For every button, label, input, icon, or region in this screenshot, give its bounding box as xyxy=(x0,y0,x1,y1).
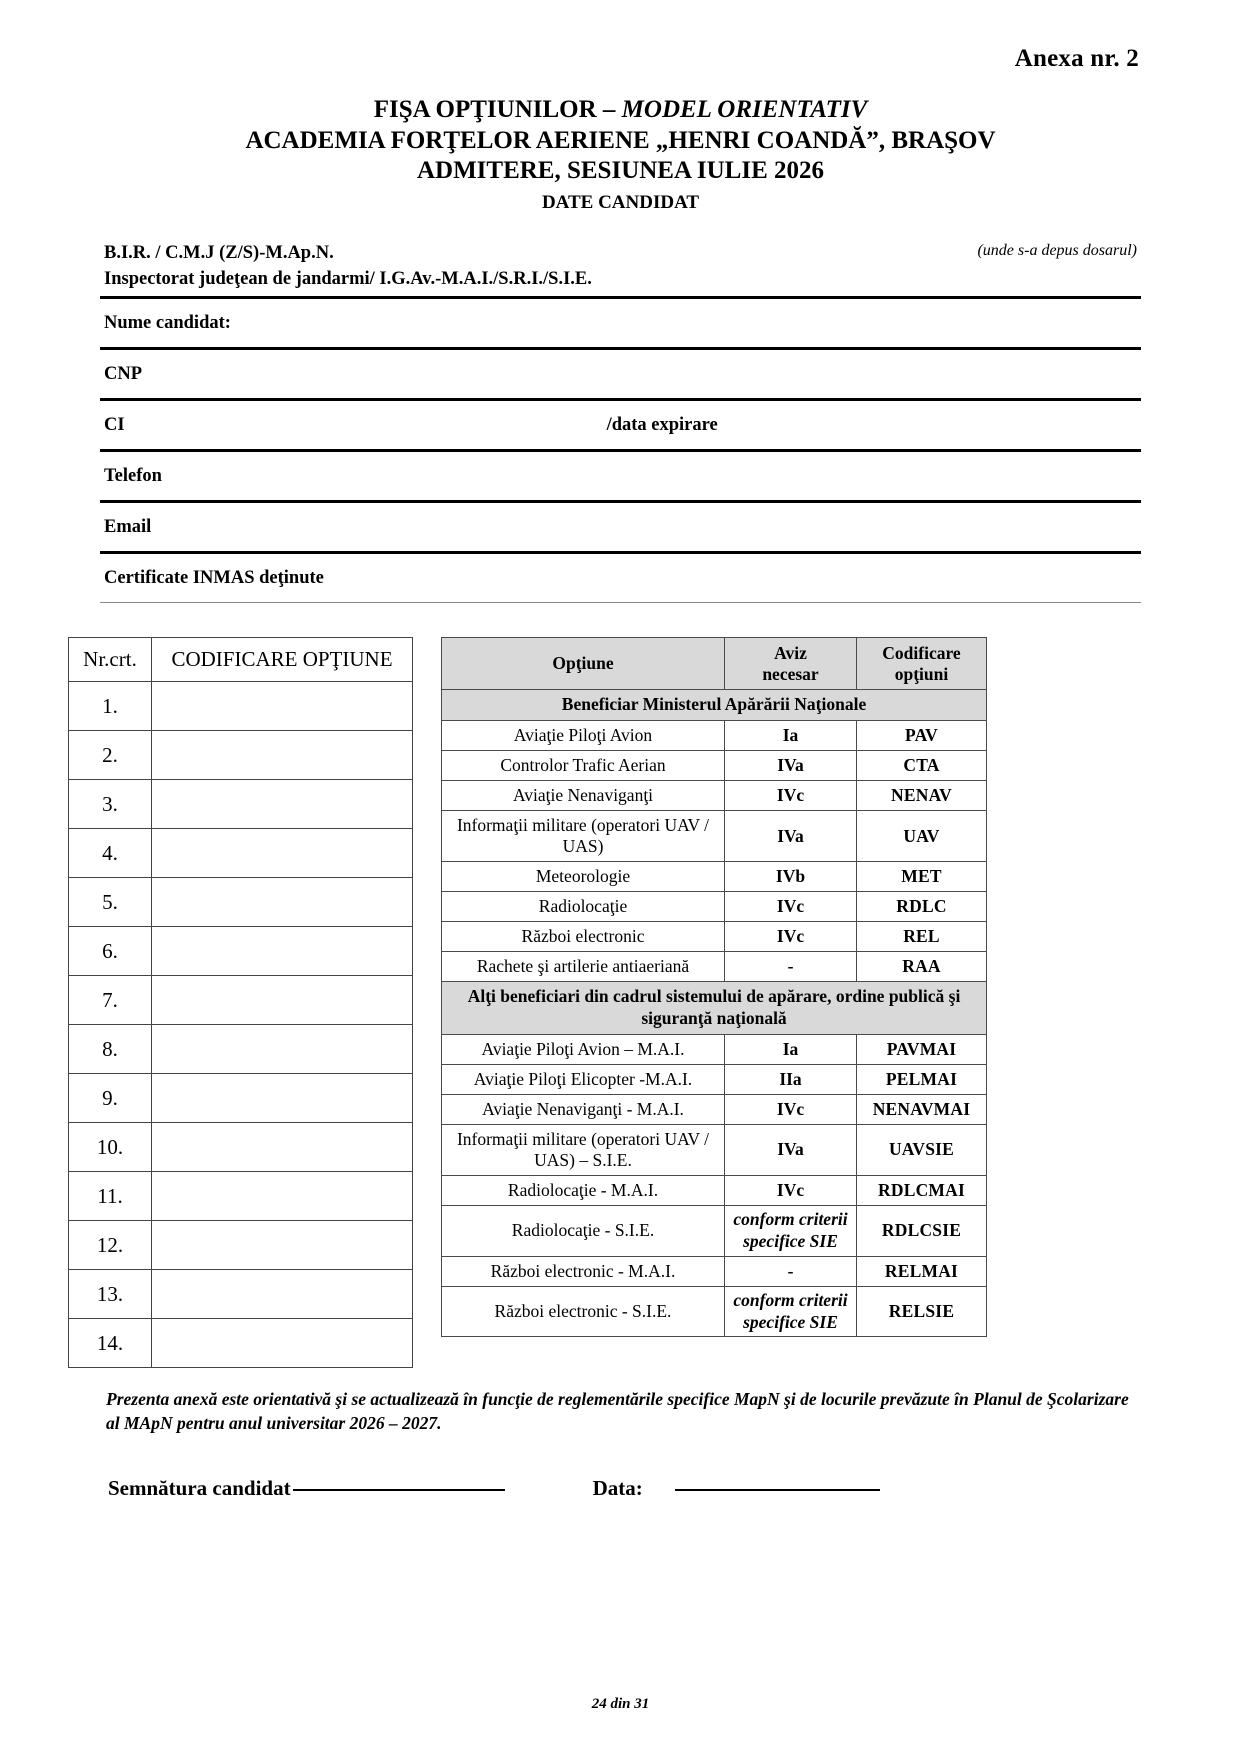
row-index: 1. xyxy=(69,682,152,731)
option-name: Aviaţie Piloţi Avion – M.A.I. xyxy=(442,1034,725,1064)
option-code: RAA xyxy=(857,952,987,982)
table-row[interactable] xyxy=(442,751,987,781)
option-entry-cell[interactable] xyxy=(152,731,413,780)
table-row xyxy=(69,1074,413,1123)
table-row xyxy=(69,976,413,1025)
bir-note: (unde s-a depus dosarul) xyxy=(977,241,1137,259)
option-aviz: IVc xyxy=(725,892,857,922)
option-code: RELSIE xyxy=(857,1286,987,1337)
page-number: 24 din 31 xyxy=(591,1696,650,1712)
field-cnp[interactable] xyxy=(100,350,1141,395)
options-table-wrap xyxy=(441,637,1141,1337)
table-row xyxy=(69,1025,413,1074)
table-row xyxy=(69,878,413,927)
field-label: CI xyxy=(104,415,125,436)
option-entry-cell[interactable] xyxy=(152,1123,413,1172)
field-certificate-inmas[interactable] xyxy=(100,554,1141,599)
option-code: REL xyxy=(857,922,987,952)
table-row[interactable] xyxy=(442,811,987,862)
option-entry-cell[interactable] xyxy=(152,1270,413,1319)
option-entry-cell[interactable] xyxy=(152,1221,413,1270)
option-aviz: IVa xyxy=(725,1124,857,1175)
option-aviz: IVa xyxy=(725,751,857,781)
section-header-row xyxy=(442,982,987,1035)
table-row[interactable] xyxy=(442,952,987,982)
option-entry-cell[interactable] xyxy=(152,1074,413,1123)
option-code: NENAV xyxy=(857,781,987,811)
bir-line-2: Inspectorat judeţean de jandarmi/ I.G.Av.-M.A.I./S.R.I./S.I.E. xyxy=(104,269,592,290)
option-aviz: IVc xyxy=(725,922,857,952)
option-code: CTA xyxy=(857,751,987,781)
field-mid-label: /data expirare xyxy=(606,415,718,436)
option-aviz: conform criterii specifice SIE xyxy=(725,1205,857,1256)
annex-number: Anexa nr. 2 xyxy=(1014,45,1139,72)
row-index: 2. xyxy=(69,731,152,780)
option-aviz: IVc xyxy=(725,1175,857,1205)
option-name: Radiolocaţie xyxy=(442,892,725,922)
option-name: Aviaţie Piloţi Avion xyxy=(442,721,725,751)
row-index: 12. xyxy=(69,1221,152,1270)
title-line-1-plain: FIŞA OPŢIUNILOR – xyxy=(373,96,622,123)
table-row xyxy=(69,731,413,780)
option-name: Aviaţie Nenaviganţi - M.A.I. xyxy=(442,1094,725,1124)
option-entry-cell[interactable] xyxy=(152,878,413,927)
table-row xyxy=(69,1319,413,1368)
title-block xyxy=(100,95,1141,214)
option-code: UAV xyxy=(857,811,987,862)
tables-area xyxy=(83,637,1141,1368)
col-header-codificare-optiuni xyxy=(857,638,987,690)
option-name: Război electronic xyxy=(442,922,725,952)
codification-table xyxy=(68,637,413,1368)
field-label: Certificate INMAS deţinute xyxy=(104,568,324,589)
field-label: Nume candidat: xyxy=(104,313,231,334)
options-table xyxy=(441,637,987,1337)
option-name: Informaţii militare (operatori UAV / UAS) – S.I.E. xyxy=(442,1124,725,1175)
table-row[interactable] xyxy=(442,862,987,892)
codification-table-wrap xyxy=(68,637,413,1368)
option-code: RDLCMAI xyxy=(857,1175,987,1205)
option-code: PELMAI xyxy=(857,1064,987,1094)
option-name: Aviaţie Piloţi Elicopter -M.A.I. xyxy=(442,1064,725,1094)
option-aviz: - xyxy=(725,952,857,982)
row-index: 9. xyxy=(69,1074,152,1123)
option-entry-cell[interactable] xyxy=(152,780,413,829)
field-label: CNP xyxy=(104,364,143,385)
table-row[interactable] xyxy=(442,1175,987,1205)
table-row xyxy=(69,1123,413,1172)
table-header-row xyxy=(69,638,413,682)
option-entry-cell[interactable] xyxy=(152,927,413,976)
option-entry-cell[interactable] xyxy=(152,829,413,878)
bir-row xyxy=(100,240,1141,294)
option-aviz: IVc xyxy=(725,781,857,811)
date-line[interactable] xyxy=(675,1489,880,1491)
date-label: Data: xyxy=(592,1475,643,1500)
section-header-row xyxy=(442,690,987,721)
field-email[interactable] xyxy=(100,503,1141,548)
table-row[interactable] xyxy=(442,1124,987,1175)
option-entry-cell[interactable] xyxy=(152,1025,413,1074)
option-code: RDLCSIE xyxy=(857,1205,987,1256)
option-name: Controlor Trafic Aerian xyxy=(442,751,725,781)
row-index: 10. xyxy=(69,1123,152,1172)
col-header-optiune: Opţiune xyxy=(442,638,725,690)
options-header-row xyxy=(442,638,987,690)
bir-labels xyxy=(100,240,592,294)
col-header-cod-line2: opţiuni xyxy=(894,663,949,684)
section-title: Alţi beneficiari din cadrul sistemului de apărare, ordine publică şi siguranţă naţională xyxy=(442,982,987,1035)
option-entry-cell[interactable] xyxy=(152,1319,413,1368)
option-code: RDLC xyxy=(857,892,987,922)
col-header-codificare: CODIFICARE OPŢIUNE xyxy=(152,638,413,682)
row-index: 3. xyxy=(69,780,152,829)
option-entry-cell[interactable] xyxy=(152,682,413,731)
option-code: PAV xyxy=(857,721,987,751)
table-row[interactable] xyxy=(442,1094,987,1124)
option-code: NENAVMAI xyxy=(857,1094,987,1124)
option-name: Război electronic - S.I.E. xyxy=(442,1286,725,1337)
table-row[interactable] xyxy=(442,1205,987,1256)
table-row xyxy=(69,682,413,731)
codification-table-body xyxy=(69,682,413,1368)
option-aviz: IVa xyxy=(725,811,857,862)
title-line-4: DATE CANDIDAT xyxy=(541,191,700,213)
row-index: 13. xyxy=(69,1270,152,1319)
table-row xyxy=(69,1221,413,1270)
col-header-aviz-line2: necesar xyxy=(762,663,819,684)
candidate-data-section xyxy=(100,240,1141,604)
row-index: 4. xyxy=(69,829,152,878)
table-row[interactable] xyxy=(442,1064,987,1094)
row-index: 11. xyxy=(69,1172,152,1221)
signature-label: Semnătura candidat xyxy=(108,1475,291,1500)
title-line-3: ADMITERE, SESIUNEA IULIE 2026 xyxy=(416,157,825,184)
option-aviz: Ia xyxy=(725,1034,857,1064)
title-line-1-italic: MODEL ORIENTATIV xyxy=(621,96,868,123)
option-aviz: Ia xyxy=(725,721,857,751)
table-row xyxy=(69,780,413,829)
option-code: PAVMAI xyxy=(857,1034,987,1064)
option-name: Radiolocaţie - M.A.I. xyxy=(442,1175,725,1205)
row-index: 6. xyxy=(69,927,152,976)
title-line-2: ACADEMIA FORŢELOR AERIENE „HENRI COANDĂ”, BRAŞOV xyxy=(245,126,996,154)
bir-line-1: B.I.R. / C.M.J (Z/S)-M.Ap.N. xyxy=(104,242,334,263)
divider-rule-thin xyxy=(100,602,1141,603)
option-entry-cell[interactable] xyxy=(152,1172,413,1221)
table-row xyxy=(69,1270,413,1319)
table-row[interactable] xyxy=(442,721,987,751)
row-index: 8. xyxy=(69,1025,152,1074)
col-header-aviz-line1: Aviz xyxy=(774,642,807,663)
option-code: RELMAI xyxy=(857,1256,987,1286)
option-entry-cell[interactable] xyxy=(152,976,413,1025)
table-row[interactable] xyxy=(442,781,987,811)
table-row[interactable] xyxy=(442,1034,987,1064)
signature-line[interactable] xyxy=(293,1489,505,1491)
row-index: 7. xyxy=(69,976,152,1025)
field-label: Email xyxy=(104,517,152,538)
table-row[interactable] xyxy=(442,922,987,952)
option-name: Aviaţie Nenaviganţi xyxy=(442,781,725,811)
table-row[interactable] xyxy=(442,1256,987,1286)
row-index: 14. xyxy=(69,1319,152,1368)
option-code: MET xyxy=(857,862,987,892)
table-row[interactable] xyxy=(442,892,987,922)
option-aviz: IVc xyxy=(725,1094,857,1124)
option-aviz: IIa xyxy=(725,1064,857,1094)
table-row xyxy=(69,927,413,976)
col-header-nrcrt: Nr.crt. xyxy=(69,638,152,682)
field-telefon[interactable] xyxy=(100,452,1141,497)
row-index: 5. xyxy=(69,878,152,927)
option-aviz: conform criterii specifice SIE xyxy=(725,1286,857,1337)
field-label: Telefon xyxy=(104,466,162,487)
option-name: Informaţii militare (operatori UAV / UAS) xyxy=(442,811,725,862)
col-header-aviz xyxy=(725,638,857,690)
option-name: Meteorologie xyxy=(442,862,725,892)
table-row xyxy=(69,1172,413,1221)
table-row[interactable] xyxy=(442,1286,987,1337)
option-name: Război electronic - M.A.I. xyxy=(442,1256,725,1286)
footnote: Prezenta anexă este orientativă şi se actualizează în funcţie de reglementările specifice MapN şi de locurile prevăzute în Planul de Şcolarizare al MApN pentru anul universitar 2026 – 2027. xyxy=(106,1389,1129,1433)
col-header-cod-line1: Codificare xyxy=(882,642,961,663)
signature-row xyxy=(100,1476,1141,1501)
option-aviz: IVb xyxy=(725,862,857,892)
options-table-body xyxy=(442,690,987,1337)
option-name: Rachete şi artilerie antiaeriană xyxy=(442,952,725,982)
field-nume-candidat[interactable] xyxy=(100,299,1141,344)
field-ci[interactable] xyxy=(100,401,1141,446)
option-aviz: - xyxy=(725,1256,857,1286)
title-line-1 xyxy=(100,95,1141,126)
section-title: Beneficiar Ministerul Apărării Naţionale xyxy=(442,690,987,721)
table-row xyxy=(69,829,413,878)
option-name: Radiolocaţie - S.I.E. xyxy=(442,1205,725,1256)
option-code: UAVSIE xyxy=(857,1124,987,1175)
